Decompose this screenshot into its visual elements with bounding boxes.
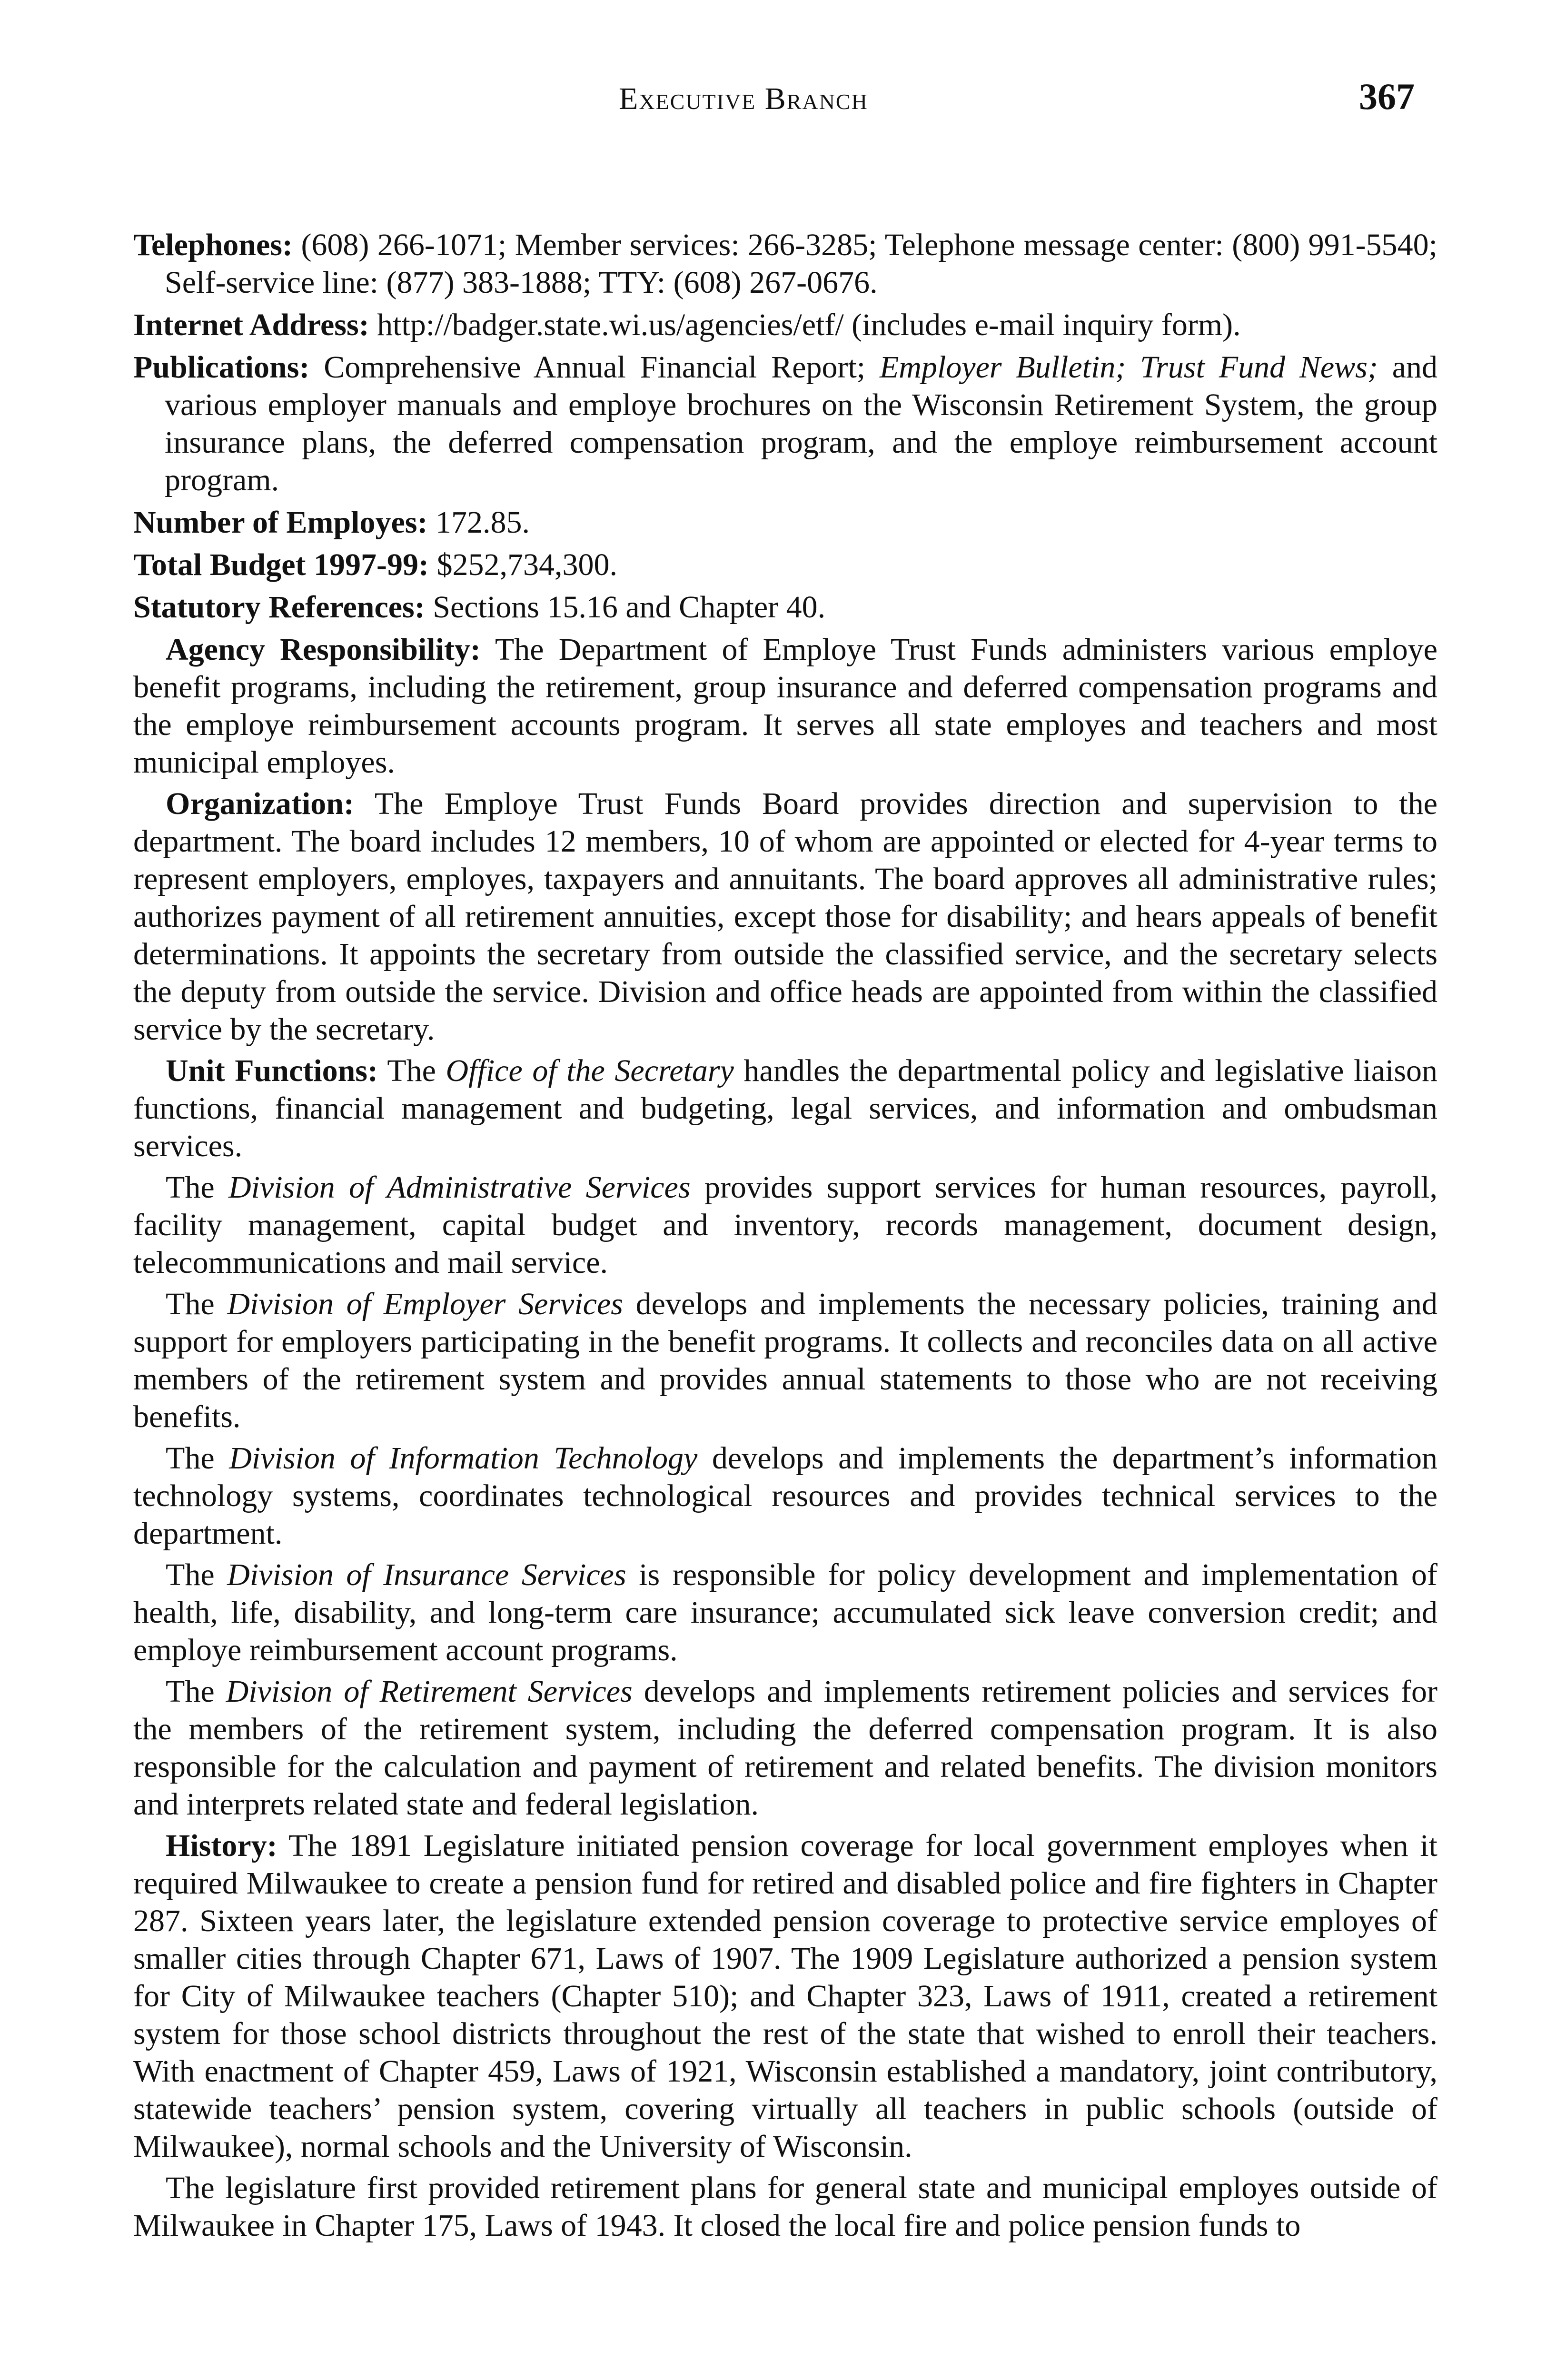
organization-label: Organization: xyxy=(166,786,354,821)
insurance-services-text: is responsible for policy development and implementation of health, life, disability, and long-term care insurance; accumulated sick leave conversion credit; and employe reimbursement account programs. xyxy=(133,1557,1438,1667)
publications-value-a: Comprehensive Annual Financial Report; xyxy=(324,350,866,385)
insurance-services-pre: The xyxy=(166,1557,215,1592)
budget-label: Total Budget 1997-99: xyxy=(133,547,429,582)
history-paragraph-2 xyxy=(133,2169,1437,2244)
running-head: Executive Branch xyxy=(619,81,868,116)
organization-text: The Employe Trust Funds Board provides direction and supervision to the department. The board includes 12 members, 10 of whom are appointed or elected for 4-year terms to represent employers, employes, taxpayers and annuitants. The board approves all administrative rules; authorizes payment of all retirement annuities, except those for disability; and hears appeals of benefit determinations. It appoints the secretary from outside the classified service, and the secretary selects the deputy from outside the service. Division and office heads are appointed from within the classified service by the secretary. xyxy=(133,786,1437,1047)
retirement-services-text: develops and implements retirement policies and services for the members of the retirement system, including the deferred compensation program. It is also responsible for the calculation and payment of retirement and related benefits. The division monitors and interprets related state and federal legislation. xyxy=(133,1674,1438,1822)
office-of-secretary-name: Office of the Secretary xyxy=(446,1053,734,1088)
employees-entry xyxy=(133,504,1437,541)
retirement-services-name: Division of Retirement Services xyxy=(226,1674,633,1709)
agency-responsibility-paragraph xyxy=(133,631,1437,781)
page-header xyxy=(0,0,1546,200)
unit-functions-label: Unit Functions: xyxy=(166,1053,378,1088)
administrative-services-text: provides support services for human resources, payroll, facility management, capital budget and inventory, records management, document design, telecommunications and mail service. xyxy=(133,1170,1437,1280)
page-number: 367 xyxy=(1359,76,1415,117)
information-technology-pre: The xyxy=(166,1441,215,1476)
information-technology-paragraph xyxy=(133,1439,1437,1552)
insurance-services-name: Division of Insurance Services xyxy=(227,1557,626,1592)
administrative-services-pre: The xyxy=(166,1170,215,1205)
internet-address-entry xyxy=(133,306,1437,344)
history-paragraph xyxy=(133,1827,1437,2165)
history-text-2: The legislature first provided retirement plans for general state and municipal employes outside of Milwaukee in Chapter 175, Laws of 1943. It closed the local fire and police pension funds to xyxy=(133,2171,1437,2243)
agency-responsibility-label: Agency Responsibility: xyxy=(166,632,481,667)
information-technology-name: Division of Information Technology xyxy=(229,1441,698,1476)
publications-label: Publications: xyxy=(133,350,310,385)
page-body xyxy=(133,226,1437,2248)
office-of-secretary-text: handles the departmental policy and legislative liaison functions, financial management and budgeting, legal services, and information and ombudsman services. xyxy=(133,1053,1438,1163)
statutory-value: Sections 15.16 and Chapter 40. xyxy=(433,590,826,625)
publications-entry xyxy=(133,348,1437,499)
organization-paragraph xyxy=(133,785,1437,1048)
employees-value: 172.85. xyxy=(435,505,530,540)
history-text: The 1891 Legislature initiated pension coverage for local government employes when it required Milwaukee to create a pension fund for retired and disabled police and fire fighters in Chapter 287. Sixteen years later, the legislature extended pension coverage to protective service employes of smaller cities through Chapter 671, Laws of 1907. The 1909 Legislature authorized a pension system for City of Milwaukee teachers (Chapter 510); and Chapter 323, Laws of 1911, created a retirement system for those school districts throughout the rest of the state that wished to enroll their teachers. With enactment of Chapter 459, Laws of 1921, Wisconsin established a mandatory, joint contributory, statewide teachers’ pension system, covering virtually all teachers in public schools (outside of Milwaukee), normal schools and the University of Wisconsin. xyxy=(133,1828,1437,2164)
budget-value: $252,734,300. xyxy=(436,547,617,582)
publications-value-b: and various employer manuals and employe brochures on the Wisconsin Retirement System, the group insurance plans, the deferred compensation program, and the employe reimbursement account program. xyxy=(165,350,1438,497)
insurance-services-paragraph xyxy=(133,1556,1437,1669)
publications-italic-titles: Employer Bulletin; Trust Fund News; xyxy=(879,350,1378,385)
information-technology-text: develops and implements the department’s information technology systems, coordinates technological resources and provides technical services to the department. xyxy=(133,1441,1438,1551)
telephones-value: (608) 266-1071; Member services: 266-3285; Telephone message center: (800) 991-5540; Self-service line: (877) 383-1888; TTY: (608) 267-0676. xyxy=(165,228,1437,300)
unit-functions-p1-pre: The xyxy=(387,1053,436,1088)
employer-services-pre: The xyxy=(166,1287,215,1321)
administrative-services-paragraph xyxy=(133,1169,1437,1281)
telephones-entry xyxy=(133,226,1437,301)
employees-label: Number of Employes: xyxy=(133,505,428,540)
administrative-services-name: Division of Administrative Services xyxy=(228,1170,691,1205)
budget-entry xyxy=(133,546,1437,584)
statutory-label: Statutory References: xyxy=(133,590,425,625)
unit-functions-paragraph xyxy=(133,1052,1437,1165)
retirement-services-paragraph xyxy=(133,1673,1437,1823)
history-label: History: xyxy=(166,1828,277,1863)
statutory-entry xyxy=(133,588,1437,626)
internet-address-label: Internet Address: xyxy=(133,307,369,342)
agency-responsibility-text: The Department of Employe Trust Funds administers various employe benefit programs, including the retirement, group insurance and deferred compensation programs and the employe reimbursement accounts program. It serves all state employes and teachers and most municipal employes. xyxy=(133,632,1437,780)
employer-services-name: Division of Employer Services xyxy=(227,1287,623,1321)
employer-services-paragraph xyxy=(133,1285,1437,1436)
employer-services-text: develops and implements the necessary policies, training and support for employers participating in the benefit programs. It collects and reconciles data on all active members of the retirement system and provides annual statements to those who are not receiving benefits. xyxy=(133,1287,1438,1434)
retirement-services-pre: The xyxy=(166,1674,215,1709)
internet-address-value: http://badger.state.wi.us/agencies/etf/ (includes e-mail inquiry form). xyxy=(377,307,1241,342)
telephones-label: Telephones: xyxy=(133,228,293,262)
